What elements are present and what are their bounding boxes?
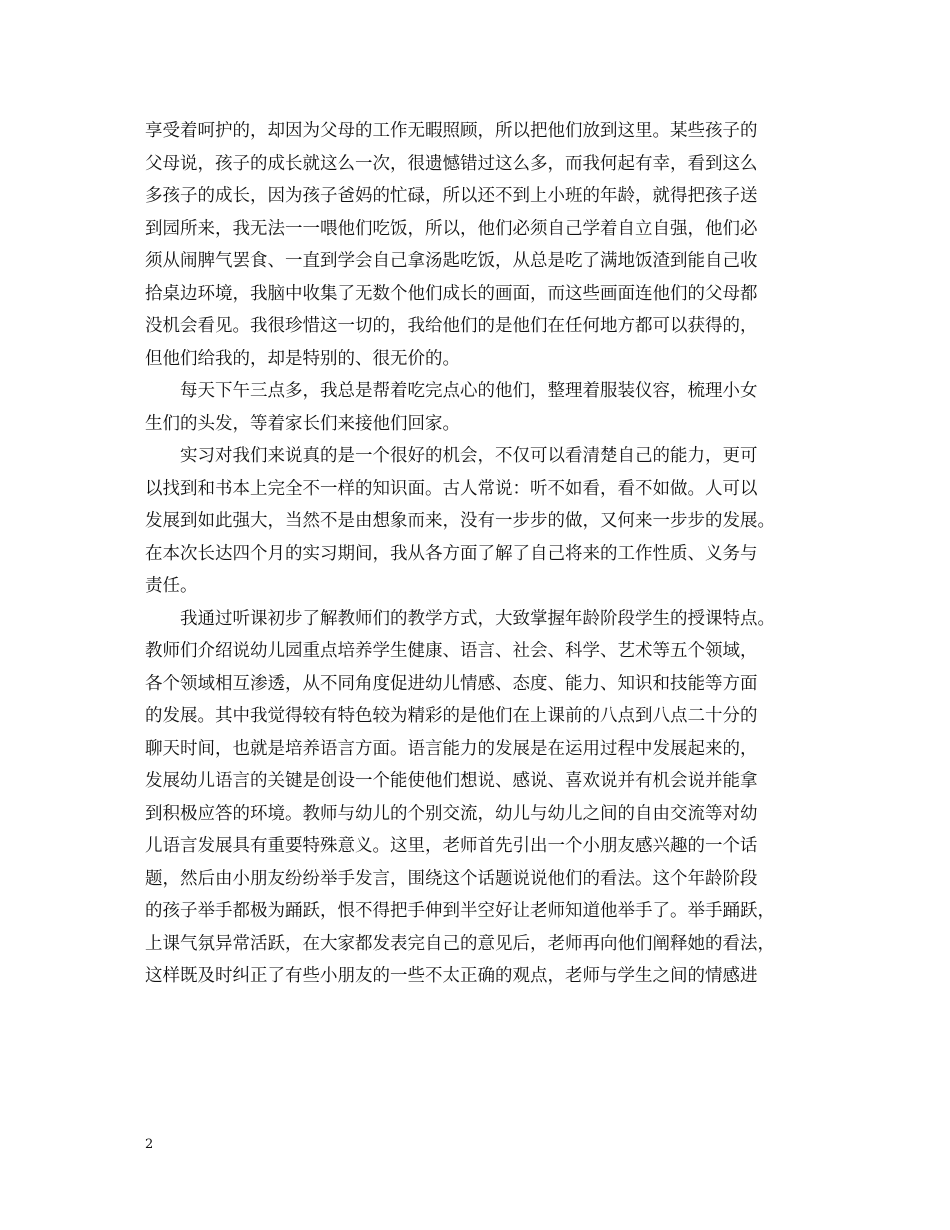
text-line: 在本次长达四个月的实习期间，我从各方面了解了自己将来的工作性质、义务与 — [145, 543, 758, 564]
text-line: 到园所来，我无法一一喂他们吃饭，所以，他们必须自己学着自立自强，他们必 — [145, 218, 758, 239]
text-line: 没机会看见。我很珍惜这一切的，我给他们的是他们在任何地方都可以获得的， — [145, 316, 758, 336]
paragraph-first-line: 我通过听课初步了解教师们的教学方式，大致掌握年龄阶段学生的授课特点。 — [180, 608, 775, 629]
text-line: 题，然后由小朋友纷纷举手发言，围绕这个话题说说他们的看法。这个年龄阶段 — [145, 868, 758, 889]
text-line: 这样既及时纠正了有些小朋友的一些不太正确的观点，老师与学生之间的情感进 — [145, 966, 758, 986]
text-line: 各个领域相互渗透，从不同角度促进幼儿情感、态度、能力、知识和技能等方面 — [145, 673, 758, 694]
text-line: 到积极应答的环境。教师与幼儿的个别交流，幼儿与幼儿之间的自由交流等对幼 — [145, 803, 758, 824]
text-line: 生们的头发，等着家长们来接他们回家。 — [145, 413, 460, 434]
text-line: 上课气氛异常活跃，在大家都发表完自己的意见后，老师再向他们阐释她的看法， — [145, 933, 775, 954]
text-line: 教师们介绍说幼儿园重点培养学生健康、语言、社会、科学、艺术等五个领域， — [145, 641, 758, 661]
page-number: 2 — [145, 1137, 154, 1152]
text-line: 多孩子的成长，因为孩子爸妈的忙碌，所以还不到上小班的年龄，就得把孩子送 — [145, 186, 758, 206]
document-body — [145, 115, 825, 993]
paragraph-first-line: 每天下午三点多，我总是帮着吃完点心的他们，整理着服装仪容，梳理小女 — [180, 381, 758, 401]
text-line: 但他们给我的，却是特别的、很无价的。 — [145, 348, 460, 369]
text-line: 以找到和书本上完全不一样的知识面。古人常说：听不如看，看不如做。人可以 — [145, 478, 758, 499]
text-line: 聊天时间，也就是培养语言方面。语言能力的发展是在运用过程中发展起来的， — [145, 738, 758, 759]
text-line: 责任。 — [145, 576, 198, 596]
text-line: 发展幼儿语言的关键是创设一个能使他们想说、感说、喜欢说并有机会说并能拿 — [145, 771, 758, 791]
text-line: 父母说，孩子的成长就这么一次，很遗憾错过这么多，而我何起有幸，看到这么 — [145, 153, 758, 174]
text-line: 的发展。其中我觉得较有特色较为精彩的是他们在上课前的八点到八点二十分的 — [145, 706, 758, 726]
text-line: 须从闹脾气罢食、一直到学会自己拿汤匙吃饭，从总是吃了满地饭渣到能自己收 — [145, 251, 758, 271]
text-line: 享受着呵护的，却因为父母的工作无暇照顾，所以把他们放到这里。某些孩子的 — [145, 121, 758, 141]
text-line: 儿语言发展具有重要特殊意义。这里，老师首先引出一个小朋友感兴趣的一个话 — [145, 836, 758, 856]
text-line: 发展到如此强大，当然不是由想象而来，没有一步步的做，又何来一步步的发展。 — [145, 511, 775, 531]
text-line: 的孩子举手都极为踊跃，恨不得把手伸到半空好让老师知道他举手了。举手踊跃， — [145, 901, 775, 921]
text-line: 拾桌边环境，我脑中收集了无数个他们成长的画面，而这些画面连他们的父母都 — [145, 283, 758, 304]
paragraph-first-line: 实习对我们来说真的是一个很好的机会，不仅可以看清楚自己的能力，更可 — [180, 446, 758, 466]
